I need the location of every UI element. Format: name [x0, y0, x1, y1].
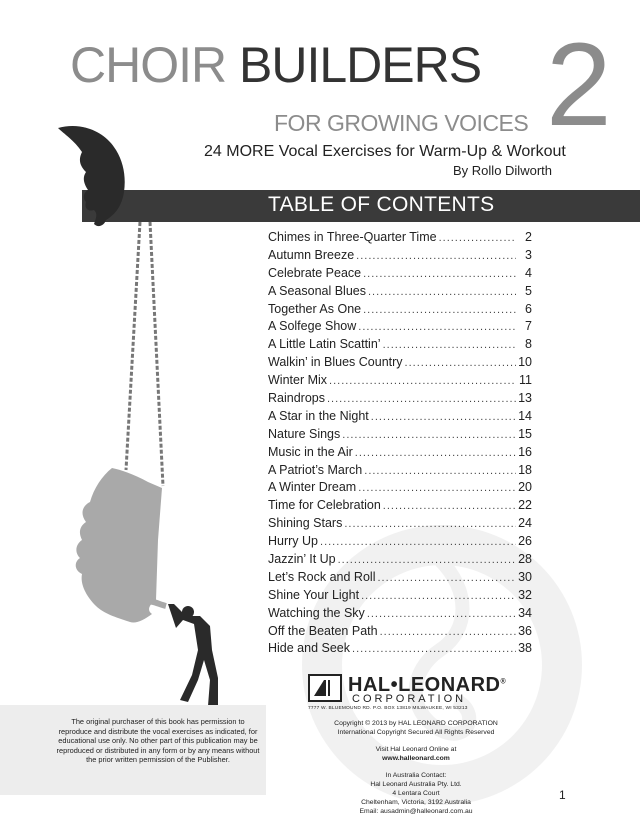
toc-entry[interactable] — [268, 266, 532, 284]
toc-entry[interactable] — [268, 284, 532, 302]
toc-entry[interactable] — [268, 588, 532, 606]
toc-entry-title: A Winter Dream — [268, 480, 357, 495]
toc-entry-title: Time for Celebration — [268, 498, 381, 513]
toc-entry-page: 8 — [525, 337, 532, 352]
toc-entry-title: Watching the Sky — [268, 605, 365, 620]
title-word-builders: BUILDERS — [239, 37, 482, 93]
toc-entry-page: 10 — [518, 355, 532, 370]
toc-entry-title: Shining Stars — [268, 516, 343, 531]
toc-entry-page: 36 — [518, 623, 532, 638]
toc-leader-dots — [338, 554, 516, 566]
book-subtitle: FOR GROWING VOICES — [274, 110, 529, 136]
toc-entry-title: Hide and Seek — [268, 641, 351, 656]
toc-leader-dots — [358, 321, 516, 333]
toc-entry-page: 7 — [525, 319, 532, 334]
toc-entry-page: 2 — [525, 230, 532, 244]
person-silhouette-icon — [168, 604, 218, 706]
toc-entry[interactable] — [268, 248, 532, 266]
toc-heading: TABLE OF CONTENTS — [268, 193, 495, 216]
toc-leader-dots — [361, 590, 516, 602]
title-word-choir: CHOIR — [70, 37, 227, 93]
toc-entry-page: 20 — [518, 480, 532, 495]
toc-entry[interactable] — [268, 409, 532, 427]
toc-entry[interactable] — [268, 427, 532, 445]
toc-entry[interactable] — [268, 624, 532, 642]
toc-entry[interactable] — [268, 445, 532, 463]
toc-leader-dots — [344, 518, 516, 530]
copyright-block — [296, 719, 536, 816]
toc-leader-dots — [363, 268, 516, 280]
logo-name: HAL•LEONARD® — [348, 674, 507, 696]
toc-leader-dots — [320, 536, 516, 548]
copyright-line: Copyright © 2013 by HAL LEONARD CORPORATION — [334, 720, 498, 727]
toc-entry-page: 3 — [525, 247, 532, 262]
toc-entry-title: Off the Beaten Path — [268, 623, 378, 638]
toc-entry[interactable] — [268, 319, 532, 337]
toc-entry-title: Nature Sings — [268, 426, 341, 441]
toc-entry-title: Shine Your Light — [268, 587, 360, 602]
toc-leader-dots — [352, 643, 516, 655]
toc-entry[interactable] — [268, 391, 532, 409]
toc-leader-dots — [355, 447, 516, 459]
toc-entry[interactable] — [268, 534, 532, 552]
australia-city: Cheltenham, Victoria, 3192 Australia — [361, 799, 471, 806]
toc-entry-page: 32 — [518, 587, 532, 602]
toc-entry-title: A Star in the Night — [268, 408, 369, 423]
toc-entry[interactable] — [268, 552, 532, 570]
logo-corporation: CORPORATION — [352, 693, 467, 705]
toc-entry-page: 28 — [518, 552, 532, 567]
page-number: 1 — [559, 788, 566, 802]
book-tagline: 24 MORE Vocal Exercises for Warm-Up & Workout — [204, 143, 566, 160]
toc-entry-title: Let’s Rock and Roll — [268, 569, 376, 584]
toc-leader-dots — [363, 304, 516, 316]
toc-entry-page: 26 — [518, 534, 532, 549]
toc-entry-page: 30 — [518, 569, 532, 584]
toc-entry[interactable] — [268, 355, 532, 373]
toc-entry[interactable] — [268, 337, 532, 355]
dark-face-profile-icon — [58, 126, 125, 226]
toc-entry-title: A Patriot’s March — [268, 462, 363, 477]
toc-entry[interactable] — [268, 302, 532, 320]
toc-leader-dots — [358, 482, 516, 494]
chain-icon — [126, 222, 163, 486]
toc-entry-page: 38 — [518, 641, 532, 656]
author-credit: By Rollo Dilworth — [453, 163, 552, 178]
australia-contact-heading: In Australia Contact: — [385, 772, 447, 779]
toc-leader-dots — [380, 626, 516, 638]
toc-entry[interactable] — [268, 498, 532, 516]
toc-entry[interactable] — [268, 570, 532, 588]
volume-number: 2 — [546, 19, 612, 151]
toc-entry[interactable] — [268, 606, 532, 624]
toc-entry-title: Hurry Up — [268, 534, 319, 549]
toc-entry[interactable] — [268, 373, 532, 391]
toc-leader-dots — [383, 339, 516, 351]
rights-line: International Copyright Secured All Rights Reserved — [337, 729, 495, 736]
visit-line: Visit Hal Leonard Online at — [375, 746, 457, 753]
toc-entry-title: Autumn Breeze — [268, 247, 355, 262]
toc-entry[interactable] — [268, 230, 532, 248]
toc-entry-title: Jazzin’ It Up — [268, 552, 336, 567]
toc-entry-page: 15 — [518, 426, 532, 441]
toc-leader-dots — [371, 411, 516, 423]
hal-leonard-mark-icon — [308, 674, 342, 702]
toc-entry-page: 14 — [518, 408, 532, 423]
toc-entry-title: Celebrate Peace — [268, 265, 362, 280]
toc-leader-dots — [356, 250, 516, 262]
toc-leader-dots — [439, 232, 516, 244]
toc-entry-title: Raindrops — [268, 391, 325, 406]
toc-entry-title: Together As One — [268, 301, 362, 316]
toc-entry[interactable] — [268, 516, 532, 534]
toc-entry-page: 22 — [518, 498, 532, 513]
toc-leader-dots — [342, 429, 516, 441]
toc-leader-dots — [383, 500, 516, 512]
toc-entry-page: 24 — [518, 516, 532, 531]
toc-entry[interactable] — [268, 641, 532, 659]
toc-entry-title: Walkin’ in Blues Country — [268, 355, 403, 370]
toc-entry-title: Chimes in Three-Quarter Time — [268, 230, 437, 244]
publisher-address: 7777 W. BLUEMOUND RD. P.O. BOX 13819 MILWAUKEE, WI 53213 — [308, 706, 468, 711]
toc-entry-page: 34 — [518, 605, 532, 620]
toc-leader-dots — [329, 375, 516, 387]
toc-leader-dots — [405, 357, 516, 369]
toc-leader-dots — [377, 572, 516, 584]
toc-leader-dots — [368, 286, 516, 298]
toc-entry-page: 16 — [518, 444, 532, 459]
australia-email[interactable]: Email: ausadmin@halleonard.com.au — [359, 808, 473, 815]
toc-entry-title: A Little Latin Scattin’ — [268, 337, 381, 352]
toc-entry-page: 4 — [525, 265, 532, 280]
australia-street: 4 Lentara Court — [392, 790, 440, 797]
hal-leonard-logo — [308, 674, 518, 714]
toc-entry-title: A Seasonal Blues — [268, 283, 366, 298]
toc-entry-title: Music in the Air — [268, 444, 353, 459]
toc-entry-page: 13 — [518, 391, 532, 406]
toc-leader-dots — [327, 393, 516, 405]
australia-company: Hal Leonard Australia Pty. Ltd. — [370, 781, 462, 788]
permission-notice: The original purchaser of this book has permission to reproduce and distribute the vocal exercises as indicated, for educational use only. No other part of this publication may be reproduced or distributed in any form or by any means without the prior written permission of the Publisher. — [56, 717, 260, 764]
toc-entry-title: Winter Mix — [268, 373, 328, 388]
toc-entry[interactable] — [268, 463, 532, 481]
toc-entry-page: 6 — [525, 301, 532, 316]
toc-entry-page: 11 — [519, 373, 532, 388]
toc-list — [268, 230, 532, 659]
website-link[interactable]: www.halleonard.com — [382, 755, 450, 762]
toc-entry[interactable] — [268, 480, 532, 498]
toc-leader-dots — [364, 465, 516, 477]
toc-entry-page: 5 — [525, 283, 532, 298]
toc-entry-page: 18 — [518, 462, 532, 477]
toc-leader-dots — [367, 608, 516, 620]
toc-entry-title: A Solfege Show — [268, 319, 357, 334]
